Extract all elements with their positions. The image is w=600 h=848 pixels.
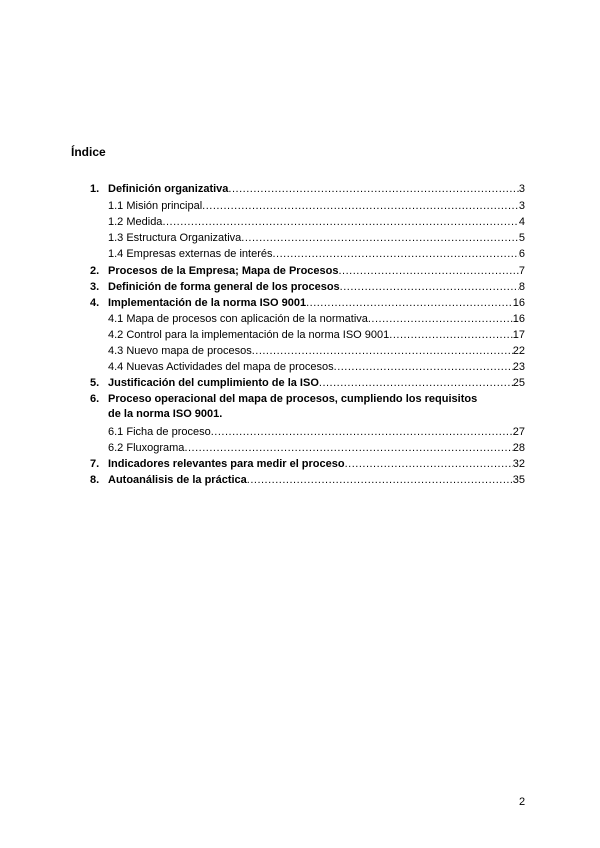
- toc-entry-number: 5.: [90, 377, 100, 389]
- toc-leader-dots: [252, 344, 513, 358]
- toc-entry-page: 4: [518, 216, 525, 228]
- toc-entry-text: Definición organizativa: [108, 183, 229, 195]
- toc-entry-page: 35: [512, 474, 525, 486]
- toc-entry-page: 6: [518, 248, 525, 260]
- toc-leader-dots: [368, 312, 513, 326]
- toc-entry-number: 1.: [90, 183, 100, 195]
- toc-entry-page: 3: [518, 183, 525, 195]
- toc-entry-text: 6.2 Fluxograma: [108, 442, 185, 454]
- toc-entry-page: 22: [512, 345, 525, 357]
- toc-entry-number: 2.: [90, 265, 100, 277]
- toc-leader-dots: [319, 376, 513, 390]
- toc-entry-text: Implementación de la norma ISO 9001: [108, 297, 307, 309]
- toc-leader-dots: [247, 473, 513, 487]
- toc-leader-dots: [184, 441, 512, 455]
- toc-entry[interactable]: [90, 392, 525, 422]
- toc-entry-page: 5: [518, 232, 525, 244]
- toc-entry-text-line1: Proceso operacional del mapa de procesos, cumpliendo los requisitos: [108, 393, 478, 405]
- toc-entry-number: 3.: [90, 281, 100, 293]
- toc-entry-page: 17: [512, 329, 525, 341]
- toc-entry-text: Autoanálisis de la práctica: [108, 474, 247, 486]
- toc-entry-page: 25: [512, 377, 525, 389]
- toc-leader-dots: [306, 296, 513, 310]
- toc-entry-page: 3: [518, 200, 525, 212]
- toc-leader-dots: [202, 199, 519, 213]
- toc-entry-text-line2: de la norma ISO 9001.: [108, 408, 223, 420]
- toc-entry-page: 16: [512, 313, 525, 325]
- toc-entry-text: Definición de forma general de los procesos: [108, 281, 340, 293]
- toc-entry-number: 8.: [90, 474, 100, 486]
- toc-entry-text: Indicadores relevantes para medir el proceso: [108, 458, 345, 470]
- toc-entry-number: 7.: [90, 458, 100, 470]
- toc-leader-dots: [345, 457, 513, 471]
- toc-entry-text: Procesos de la Empresa; Mapa de Procesos: [108, 265, 339, 277]
- toc-leader-dots: [340, 280, 519, 294]
- toc-entry-text: 4.2 Control para la implementación de la norma ISO 9001: [108, 329, 390, 341]
- toc-entry-text: 1.4 Empresas externas de interés: [108, 248, 273, 260]
- toc-entry-text: 4.3 Nuevo mapa de procesos: [108, 345, 252, 357]
- toc-leader-dots: [389, 328, 512, 342]
- toc-entry-text: 1.1 Misión principal: [108, 200, 203, 212]
- toc-entry-page: 23: [512, 361, 525, 373]
- toc-leader-dots: [339, 264, 519, 278]
- toc-leader-dots: [272, 247, 518, 261]
- toc-entry-page: 27: [512, 426, 525, 438]
- toc-entry-text: 1.3 Estructura Organizativa: [108, 232, 242, 244]
- toc-entry-text: 4.4 Nuevas Actividades del mapa de procesos: [108, 361, 334, 373]
- toc-leader-dots: [228, 182, 518, 196]
- toc-entry-page: 7: [518, 265, 525, 277]
- toc-entry-page: 28: [512, 442, 525, 454]
- toc-leader-dots: [211, 425, 513, 439]
- toc-entry-text: 6.1 Ficha de proceso: [108, 426, 211, 438]
- toc-entry-text: 1.2 Medida: [108, 216, 163, 228]
- toc-leader-dots: [241, 231, 519, 245]
- toc-entry-text: Justificación del cumplimiento de la ISO: [108, 377, 319, 389]
- toc-entry-page: 8: [518, 281, 525, 293]
- page-number: 2: [519, 796, 526, 808]
- toc-entry-text: 4.1 Mapa de procesos con aplicación de la normativa: [108, 313, 368, 325]
- toc-title: Índice: [71, 145, 106, 159]
- toc-entry-number: 4.: [90, 297, 100, 309]
- toc-entry-page: 32: [512, 458, 525, 470]
- toc-entry-page: 16: [512, 297, 525, 309]
- toc-entry-number: 6.: [90, 393, 100, 405]
- toc-leader-dots: [334, 360, 513, 374]
- toc-leader-dots: [162, 215, 518, 229]
